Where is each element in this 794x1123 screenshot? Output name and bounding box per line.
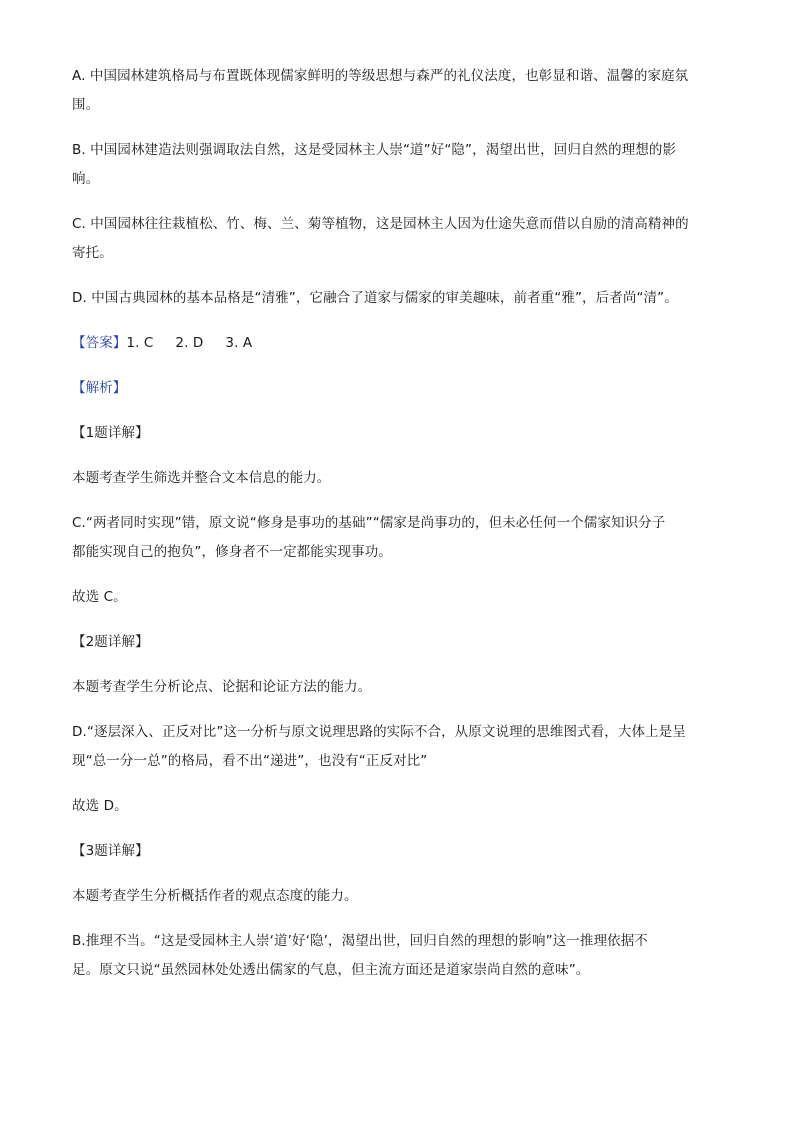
option-a-line-1: A. 中国园林建筑格局与布置既体现儒家鲜明的等级思想与森严的礼仪法度，也彰显和谐、温馨的家庭氛: [72, 68, 689, 84]
q1-tag: 【1题详解】: [72, 425, 149, 441]
q2-conclusion: 故选 D。: [72, 798, 128, 814]
option-c-line-2: 寄托。: [72, 245, 113, 261]
q2-intro: 本题考查学生分析论点、论据和论证方法的能力。: [72, 679, 372, 695]
q3-intro: 本题考查学生分析概括作者的观点态度的能力。: [72, 888, 358, 904]
option-c-line-1: C. 中国园林往往栽植松、竹、梅、兰、菊等植物，这是园林主人因为仕途失意而借以自励的清高精神的: [72, 216, 689, 232]
answer-item-3: 3. A: [225, 335, 253, 351]
option-b-line-2: 响。: [72, 171, 100, 187]
q2-line-1: D.“逐层深入、正反对比”这一分析与原文说理思路的实际不合，从原文说理的思维图式看，大体上是呈: [72, 724, 686, 740]
answer-line: [72, 329, 722, 358]
option-a-line-2: 围。: [72, 97, 100, 113]
q1-line-1: C.“两者同时实现”错，原文说“修身是事功的基础”“儒家是尚事功的，但未必任何一个儒家知识分子: [72, 515, 666, 531]
answer-item-1: 1. C: [126, 335, 154, 351]
q1-intro: 本题考查学生筛选并整合文本信息的能力。: [72, 470, 331, 486]
q3-line-1: B.推理不当。“这是受园林主人崇‘道’好‘隐’，渴望出世，回归自然的理想的影响”这一推理依据不: [72, 933, 648, 949]
option-b-line-1: B. 中国园林建造法则强调取法自然，这是受园林主人崇“道”好“隐”，渴望出世，回归自然的理想的影: [72, 142, 677, 158]
option-d-line-1: D. 中国古典园林的基本品格是“清雅”，它融合了道家与儒家的审美趣味，前者重“雅”，后者尚“清”。: [72, 290, 678, 306]
answer-tag: 【答案】: [72, 335, 127, 351]
analysis-tag: 【解析】: [72, 380, 127, 396]
q1-conclusion: 故选 C。: [72, 589, 127, 605]
q3-tag: 【3题详解】: [72, 843, 149, 859]
q3-line-2: 足。原文只说“虽然园林处处透出儒家的气息，但主流方面还是道家崇尚自然的意味”。: [72, 962, 590, 978]
q2-line-2: 现“总一分一总”的格局，看不出“递进”，也没有“正反对比”: [72, 753, 428, 769]
q2-tag: 【2题详解】: [72, 634, 149, 650]
q1-line-2: 都能实现自己的抱负”，修身者不一定都能实现事功。: [72, 544, 392, 560]
answer-item-2: 2. D: [175, 335, 204, 351]
document-page: [72, 62, 722, 985]
